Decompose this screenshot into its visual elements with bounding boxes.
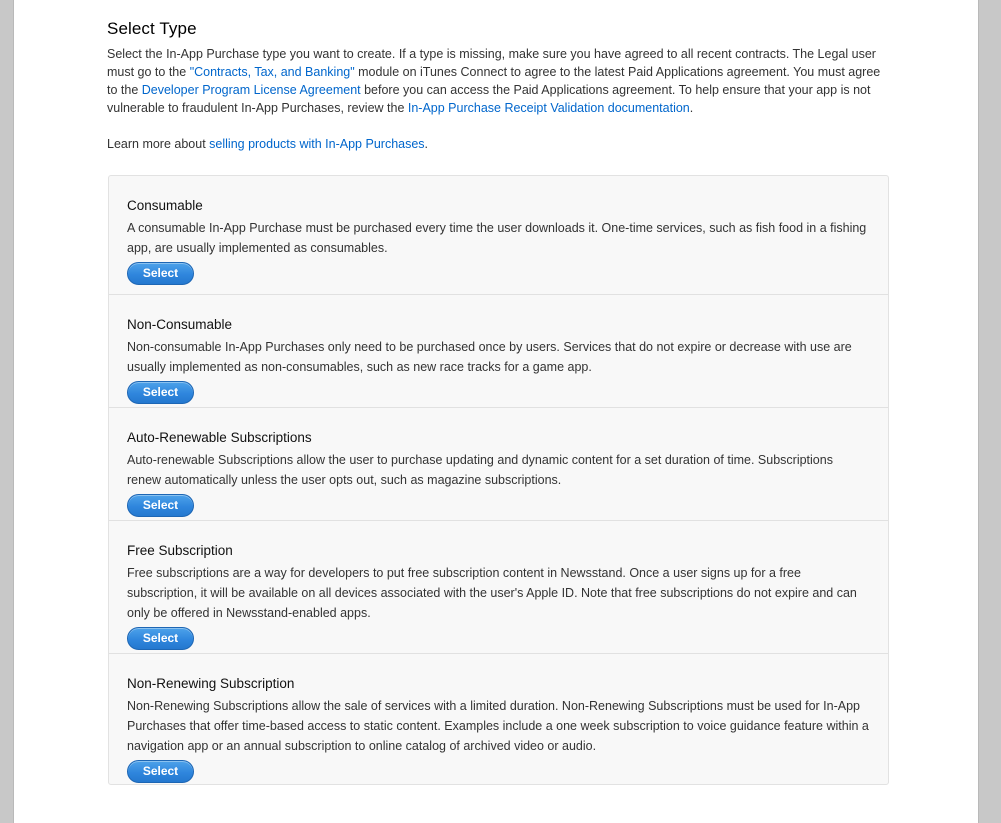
page-container	[13, 0, 979, 823]
type-non-consumable	[109, 294, 888, 407]
page-title: Select Type	[107, 19, 197, 38]
select-non-renewing-button[interactable]: Select	[127, 760, 194, 783]
intro-text-1: Select the In-App Purchase type you want to create. If a type is missing, make sure you have agreed to all recent contracts. The Legal user must go to the	[107, 47, 876, 79]
type-description: Free subscriptions are a way for developers to put free subscription content in Newsstand. Once a user signs up for a free subscription, it will be available on all devices associated with the user's Apple ID. Note that free subscriptions do not expire and can only be offered in Newsstand-enabled apps.	[127, 566, 857, 620]
select-auto-renewable-button[interactable]: Select	[127, 494, 194, 517]
contracts-tax-banking-link[interactable]: "Contracts, Tax, and Banking"	[189, 65, 355, 79]
intro-text-4: .	[689, 101, 694, 115]
type-title: Non-Consumable	[127, 317, 233, 332]
type-title: Auto-Renewable Subscriptions	[127, 430, 312, 445]
select-free-subscription-button[interactable]: Select	[127, 627, 194, 650]
type-consumable	[109, 176, 888, 294]
type-title: Non-Renewing Subscription	[127, 676, 295, 691]
intro-text-3: before you can access the Paid Applications agreement. To help ensure that your app is not vulnerable to fraudulent In-App Purchases, review the	[107, 83, 871, 115]
select-non-consumable-button[interactable]: Select	[127, 381, 194, 404]
type-title: Consumable	[127, 198, 203, 213]
intro-text-2: module on iTunes Connect to agree to the latest Paid Applications agreement. You must agree to the	[107, 65, 881, 97]
select-consumable-button[interactable]: Select	[127, 262, 194, 285]
type-auto-renewable	[109, 407, 888, 520]
type-description: Auto-renewable Subscriptions allow the user to purchase updating and dynamic content for a set duration of time. Subscriptions renew automatically unless the user opts out, such as magazine subscriptions.	[127, 453, 833, 487]
receipt-validation-link[interactable]: In-App Purchase Receipt Validation documentation	[407, 101, 690, 115]
learn-more-paragraph	[107, 135, 892, 153]
type-description: Non-Renewing Subscriptions allow the sale of services with a limited duration. Non-Renewing Subscriptions must be used for In-App Purchases that offer time-based access to static content. Examples include a one week subscription to voice guidance feature within a navigation app or an annual subscription to online catalog of archived video or audio.	[127, 699, 869, 753]
main-content	[107, 0, 892, 778]
type-description: A consumable In-App Purchase must be purchased every time the user downloads it. One-time services, such as fish food in a fishing app, are usually implemented as consumables.	[127, 221, 867, 255]
type-non-renewing	[109, 653, 888, 784]
learn-more-suffix: .	[424, 137, 429, 151]
learn-more-prefix: Learn more about	[107, 137, 210, 151]
selling-products-link[interactable]: selling products with In-App Purchases	[209, 137, 425, 151]
type-description: Non-consumable In-App Purchases only need to be purchased once by users. Services that do not expire or decrease with use are usually implemented as non-consumables, such as new race tracks for a game app.	[127, 340, 852, 374]
intro-paragraph	[107, 45, 892, 117]
type-free-subscription	[109, 520, 888, 653]
type-list	[108, 175, 889, 785]
type-title: Free Subscription	[127, 543, 233, 558]
developer-license-link[interactable]: Developer Program License Agreement	[141, 83, 361, 97]
